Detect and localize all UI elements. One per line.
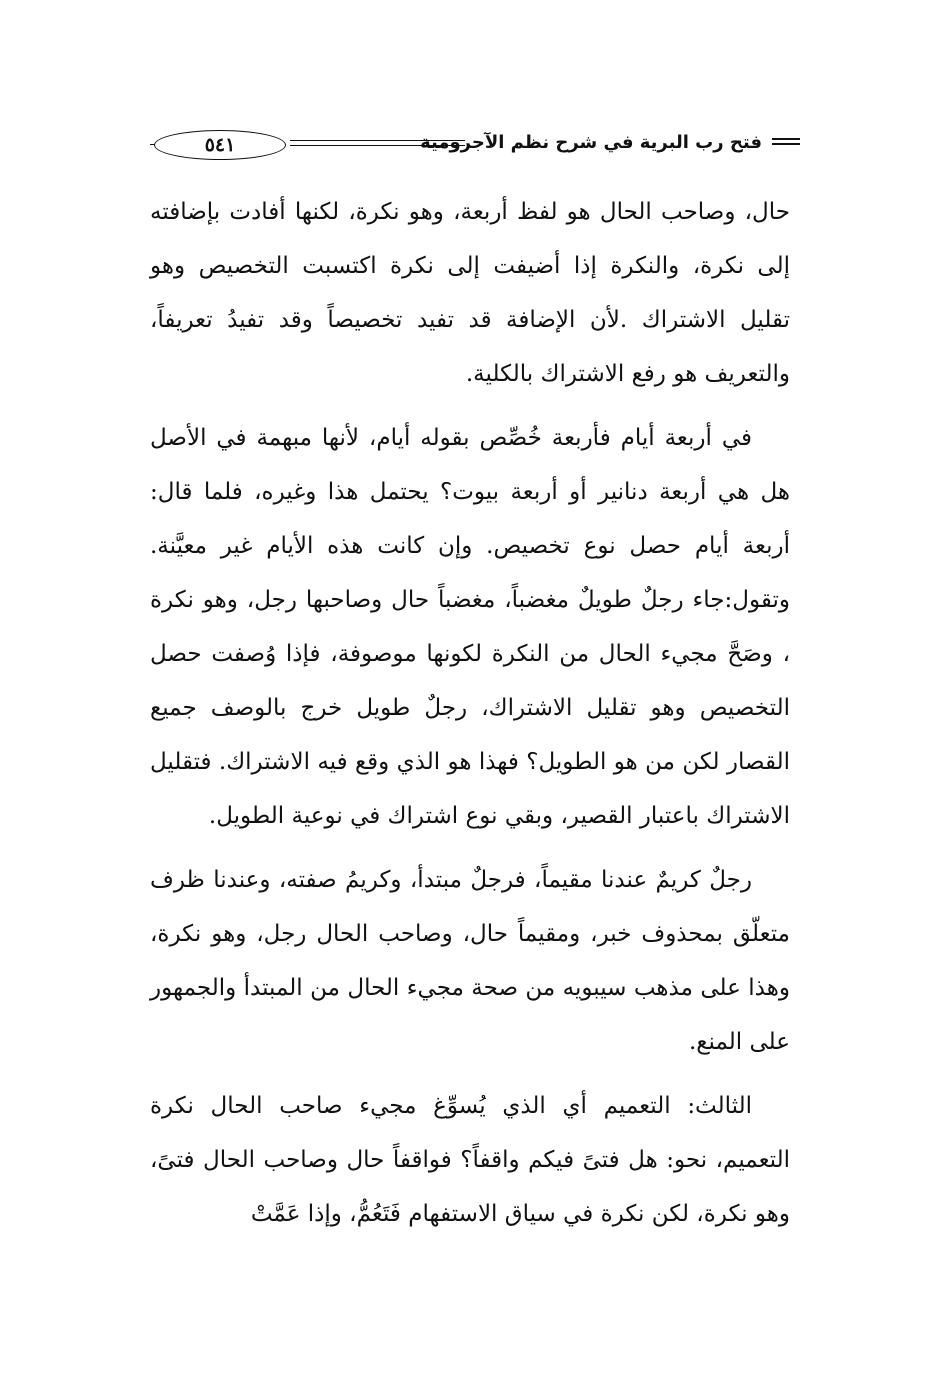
paragraph-3: رجلٌ كريمٌ عندنا مقيماً، فرجلٌ مبتدأ، وكريمُ صفته، وعندنا ظرف متعلّق بمحذوف خبر، ومقيماً حال، وصاحب الحال رجل، وهو نكرة، وهذا على مذهب سيبويه من صحة مجيء الحال من المبتدأ والجمهور على المنع. <box>150 867 790 1055</box>
paragraph-4: الثالث: التعميم أي الذي يُسوِّغ مجيء صاحب الحال نكرة التعميم، نحو: هل فتىً فيكم واقفاً؟ فواقفاً حال وصاحب الحال فتىً، وهو نكرة، لكن نكرة في سياق الاستفهام فَتَعُمُّ، وإذا عَمَّتْ <box>150 1093 790 1227</box>
book-title: فتح رب البرية في شرح نظم الآجرومية <box>420 132 762 153</box>
page-number-text: ٥٤١ <box>204 134 236 156</box>
paragraph-1: حال، وصاحب الحال هو لفظ أربعة، وهو نكرة، لكنها أفادت بإضافته إلى نكرة، والنكرة إذا أضيفت إلى نكرة اكتسبت التخصيص وهو تقليل الاشتراك .لأن الإضافة قد تفيد تخصيصاً وقد تفيدُ تعريفاً، والتعريف هو رفع الاشتراك بالكلية. <box>150 199 790 387</box>
page-body <box>150 185 790 1251</box>
header-rule <box>290 140 465 150</box>
running-header <box>150 126 800 166</box>
paragraph-2: في أربعة أيام فأربعة خُصِّص بقوله أيام، لأنها مبهمة في الأصل هل هي أربعة دنانير أو أربعة بيوت؟ يحتمل هذا وغيره، فلما قال: أربعة أيام حصل نوع تخصيص. وإن كانت هذه الأيام غير معيَّنة. وتقول:جاء رجلٌ طويلٌ مغضباً، مغضباً حال وصاحبها رجل، وهو نكرة ، وصَحَّ مجيء الحال من النكرة لكونها موصوفة، فإذا وُصفت حصل التخصيص وهو تقليل الاشتراك، رجلٌ طويل خرج بالوصف جميع القصار لكن من هو الطويل؟ فهذا هو الذي وقع فيه الاشتراك. فتقليل الاشتراك باعتبار القصير، وبقي نوع اشتراك في نوعية الطويل. <box>150 425 790 829</box>
header-ornament-right <box>772 138 800 148</box>
page-number <box>154 130 286 160</box>
